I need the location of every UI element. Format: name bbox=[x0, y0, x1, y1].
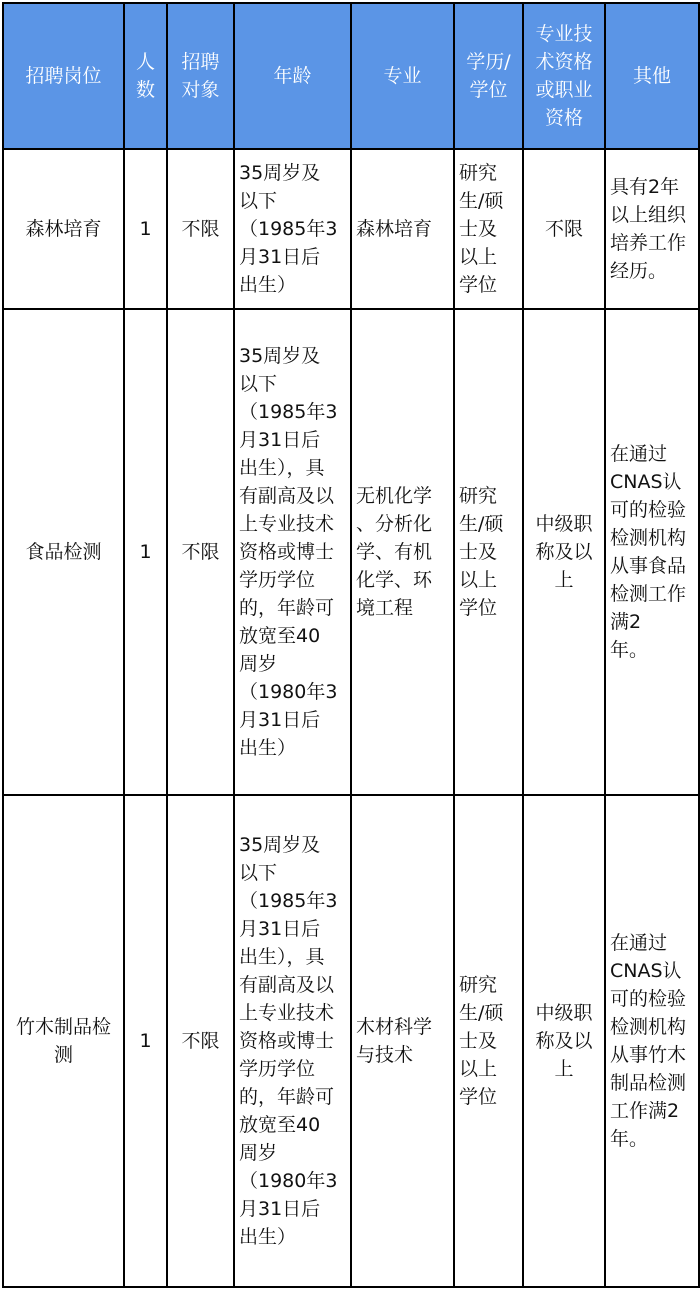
header-other: 其他 bbox=[605, 3, 699, 149]
table-row bbox=[3, 795, 699, 1287]
recruitment-table bbox=[2, 2, 700, 1288]
header-target: 招聘 对象 bbox=[167, 3, 234, 149]
table-row bbox=[3, 309, 699, 795]
header-count: 人 数 bbox=[124, 3, 167, 149]
cell-count: 1 bbox=[124, 149, 167, 309]
cell-education: 研究 生/硕 士及 以上 学位 bbox=[454, 309, 523, 795]
header-qualification: 专业技 术资格 或职业 资格 bbox=[523, 3, 605, 149]
cell-count: 1 bbox=[124, 795, 167, 1287]
header-position: 招聘岗位 bbox=[3, 3, 124, 149]
cell-qualification: 中级职 称及以 上 bbox=[523, 309, 605, 795]
cell-other: 在通过 CNAS认 可的检验 检测机构 从事竹木 制品检测 工作满2 年。 bbox=[605, 795, 699, 1287]
cell-count: 1 bbox=[124, 309, 167, 795]
header-education: 学历/ 学位 bbox=[454, 3, 523, 149]
cell-other: 在通过 CNAS认 可的检验 检测机构 从事食品 检测工作 满2 年。 bbox=[605, 309, 699, 795]
cell-age: 35周岁及 以下 （1985年3 月31日后 出生） bbox=[234, 149, 351, 309]
cell-position: 竹木制品检 测 bbox=[3, 795, 124, 1287]
cell-other: 具有2年 以上组织 培养工作 经历。 bbox=[605, 149, 699, 309]
cell-age: 35周岁及 以下 （1985年3 月31日后 出生），具 有副高及以 上专业技术 资格或博士 学历学位 的，年龄可 放宽至40 周岁 （1980年3 月31日后 出生） bbox=[234, 795, 351, 1287]
cell-major: 木材科学 与技术 bbox=[351, 795, 454, 1287]
cell-position: 森林培育 bbox=[3, 149, 124, 309]
cell-qualification: 不限 bbox=[523, 149, 605, 309]
cell-education: 研究 生/硕 士及 以上 学位 bbox=[454, 795, 523, 1287]
cell-target: 不限 bbox=[167, 309, 234, 795]
cell-education: 研究 生/硕 士及 以上 学位 bbox=[454, 149, 523, 309]
table-row bbox=[3, 149, 699, 309]
cell-major: 无机化学 、分析化 学、有机 化学、环 境工程 bbox=[351, 309, 454, 795]
cell-age: 35周岁及 以下 （1985年3 月31日后 出生），具 有副高及以 上专业技术 资格或博士 学历学位 的，年龄可 放宽至40 周岁 （1980年3 月31日后 出生） bbox=[234, 309, 351, 795]
header-age: 年龄 bbox=[234, 3, 351, 149]
cell-target: 不限 bbox=[167, 149, 234, 309]
cell-target: 不限 bbox=[167, 795, 234, 1287]
cell-qualification: 中级职 称及以 上 bbox=[523, 795, 605, 1287]
header-major: 专业 bbox=[351, 3, 454, 149]
header-row bbox=[3, 3, 699, 149]
cell-major: 森林培育 bbox=[351, 149, 454, 309]
cell-position: 食品检测 bbox=[3, 309, 124, 795]
